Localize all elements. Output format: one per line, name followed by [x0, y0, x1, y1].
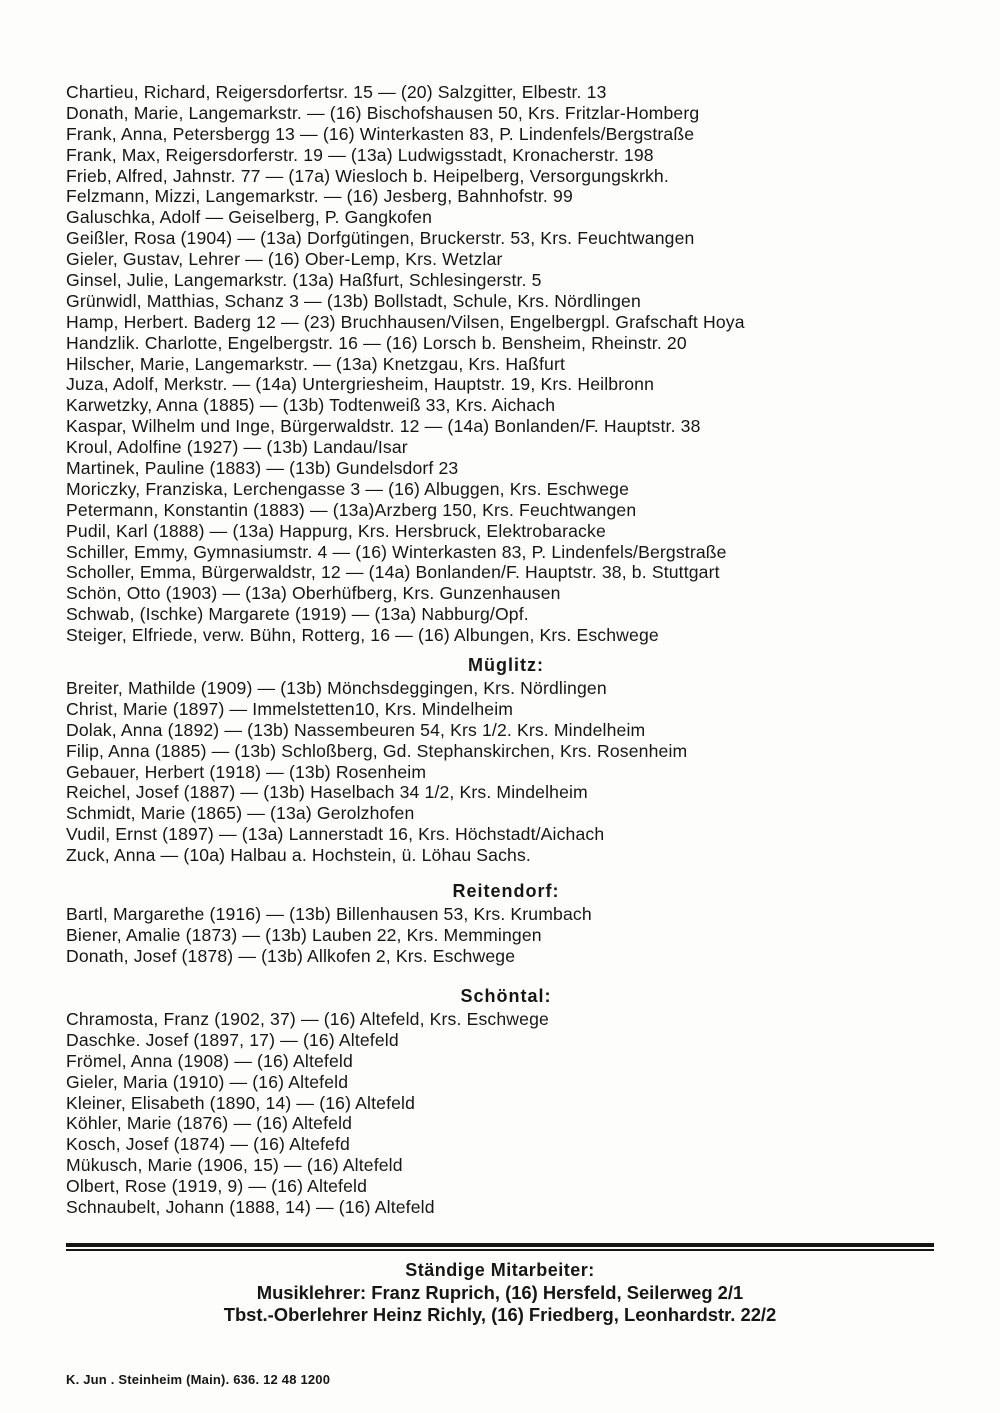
list-item: Schön, Otto (1903) — (13a) Oberhüfberg, Krs. Gunzenhausen: [66, 583, 561, 604]
list-item: Handzlik. Charlotte, Engelbergstr. 16 — (16) Lorsch b. Bensheim, Rheinstr. 20: [66, 332, 687, 353]
section-heading: Reitendorf:: [452, 881, 560, 901]
list-item: Biener, Amalie (1873) — (13b) Lauben 22, Krs. Memmingen: [66, 924, 542, 945]
list-item: Chartieu, Richard, Reigersdorfertsr. 15 — (20) Salzgitter, Elbestr. 13: [66, 82, 607, 102]
list-item: Steiger, Elfriede, verw. Bühn, Rotterg, 16 — (16) Albungen, Krs. Eschwege: [66, 625, 659, 646]
staff-line: Musiklehrer: Franz Ruprich, (16) Hersfeld, Seilerweg 2/1: [256, 1282, 744, 1303]
list-item: Juza, Adolf, Merkstr. — (14a) Untergriesheim, Hauptstr. 19, Krs. Heilbronn: [66, 374, 655, 395]
list-item: Gebauer, Herbert (1918) — (13b) Rosenheim: [66, 761, 427, 782]
staff-line: Tbst.-Oberlehrer Heinz Richly, (16) Friedberg, Leonhardstr. 22/2: [223, 1304, 777, 1325]
list-item: Schiller, Emmy, Gymnasiumstr. 4 — (16) Winterkasten 83, P. Lindenfels/Bergstraße: [66, 541, 727, 562]
printer-imprint: K. Jun . Steinheim (Main). 636. 12 48 1200: [66, 1372, 331, 1387]
list-item: Schmidt, Marie (1865) — (13a) Gerolzhofen: [66, 803, 415, 824]
list-item: Christ, Marie (1897) — Immelstetten10, Krs. Mindelheim: [66, 698, 514, 719]
list-item: Frömel, Anna (1908) — (16) Altefeld: [66, 1050, 353, 1071]
staff-title: Ständige Mitarbeiter:: [405, 1260, 595, 1280]
section-mueglitz: [66, 652, 946, 866]
list-item: Donath, Marie, Langemarkstr. — (16) Bischofshausen 50, Krs. Fritzlar-Homberg: [66, 102, 700, 123]
list-item: Olbert, Rose (1919, 9) — (16) Altefeld: [66, 1176, 368, 1197]
list-item: Mükusch, Marie (1906, 15) — (16) Altefeld: [66, 1155, 403, 1176]
divider-rule: [66, 1243, 934, 1247]
list-item: Gieler, Maria (1910) — (16) Altefeld: [66, 1071, 349, 1092]
list-item: Geißler, Rosa (1904) — (13a) Dorfgütingen, Bruckerstr. 53, Krs. Feuchtwangen: [66, 228, 695, 249]
list-item: Frank, Anna, Petersbergg 13 — (16) Winterkasten 83, P. Lindenfels/Bergstraße: [66, 123, 695, 144]
list-item: Breiter, Mathilde (1909) — (13b) Mönchsdeggingen, Krs. Nördlingen: [66, 678, 607, 698]
list-item: Petermann, Konstantin (1883) — (13a)Arzberg 150, Krs. Feuchtwangen: [66, 499, 637, 520]
section-heading: Schöntal:: [460, 986, 552, 1006]
list-item: Zuck, Anna — (10a) Halbau a. Hochstein, ü. Löhau Sachs.: [66, 845, 531, 866]
list-item: Donath, Josef (1878) — (13b) Allkofen 2, Krs. Eschwege: [66, 945, 516, 966]
list-item: Martinek, Pauline (1883) — (13b) Gundelsdorf 23: [66, 458, 459, 479]
list-item: Hilscher, Marie, Langemarkstr. — (13a) Knetzgau, Krs. Haßfurt: [66, 353, 566, 374]
list-item: Grünwidl, Matthias, Schanz 3 — (13b) Bollstadt, Schule, Krs. Nördlingen: [66, 290, 641, 311]
list-item: Gieler, Gustav, Lehrer — (16) Ober-Lemp, Krs. Wetzlar: [66, 249, 503, 270]
section-reitendorf: [66, 878, 946, 967]
list-item: Scholler, Emma, Bürgerwaldstr, 12 — (14a) Bonlanden/F. Hauptstr. 38, b. Stuttgart: [66, 562, 720, 583]
list-item: Frieb, Alfred, Jahnstr. 77 — (17a) Wiesloch b. Heipelberg, Versorgungskrkh.: [66, 165, 669, 186]
list-item: Schwab, (Ischke) Margarete (1919) — (13a) Nabburg/Opf.: [66, 604, 529, 625]
list-item: Köhler, Marie (1876) — (16) Altefeld: [66, 1113, 353, 1134]
divider-rule: [66, 1249, 934, 1251]
list-item: Moriczky, Franziska, Lerchengasse 3 — (16) Albuggen, Krs. Eschwege: [66, 478, 630, 499]
list-item: Chramosta, Franz (1902, 37) — (16) Altefeld, Krs. Eschwege: [66, 1009, 549, 1029]
list-item: Daschke. Josef (1897, 17) — (16) Altefeld: [66, 1029, 399, 1050]
list-item: Schnaubelt, Johann (1888, 14) — (16) Altefeld: [66, 1197, 435, 1218]
list-item: Pudil, Karl (1888) — (13a) Happurg, Krs. Hersbruck, Elektrobaracke: [66, 520, 606, 541]
list-item: Ginsel, Julie, Langemarkstr. (13a) Haßfurt, Schlesingerstr. 5: [66, 270, 542, 291]
list-item: Kroul, Adolfine (1927) — (13b) Landau/Isar: [66, 437, 408, 458]
list-item: Dolak, Anna (1892) — (13b) Nassembeuren 54, Krs 1/2. Krs. Mindelheim: [66, 719, 646, 740]
list-item: Kosch, Josef (1874) — (16) Altefefd: [66, 1134, 350, 1155]
section-heading: Müglitz:: [468, 655, 544, 675]
list-item: Frank, Max, Reigersdorferstr. 19 — (13a) Ludwigsstadt, Kronacherstr. 198: [66, 144, 654, 165]
list-item: Felzmann, Mizzi, Langemarkstr. — (16) Jesberg, Bahnhofstr. 99: [66, 186, 573, 207]
list-item: Vudil, Ernst (1897) — (13a) Lannerstadt 16, Krs. Höchstadt/Aichach: [66, 824, 605, 845]
list-item: Kleiner, Elisabeth (1890, 14) — (16) Altefeld: [66, 1092, 416, 1113]
list-item: Karwetzky, Anna (1885) — (13b) Todtenweiß 33, Krs. Aichach: [66, 395, 556, 416]
section-schoental: [66, 983, 946, 1218]
list-item: Kaspar, Wilhelm und Inge, Bürgerwaldstr. 12 — (14a) Bonlanden/F. Hauptstr. 38: [66, 416, 701, 437]
staff-box: [66, 1258, 934, 1326]
list-item: Reichel, Josef (1887) — (13b) Haselbach 34 1/2, Krs. Mindelheim: [66, 782, 588, 803]
list-item: Hamp, Herbert. Baderg 12 — (23) Bruchhausen/Vilsen, Engelbergpl. Grafschaft Hoya: [66, 311, 745, 332]
list-item: Filip, Anna (1885) — (13b) Schloßberg, Gd. Stephanskirchen, Krs. Rosenheim: [66, 740, 688, 761]
address-list-main: [66, 82, 946, 646]
list-item: Bartl, Margarethe (1916) — (13b) Billenhausen 53, Krs. Krumbach: [66, 904, 592, 924]
list-item: Galuschka, Adolf — Geiselberg, P. Gangkofen: [66, 207, 433, 228]
